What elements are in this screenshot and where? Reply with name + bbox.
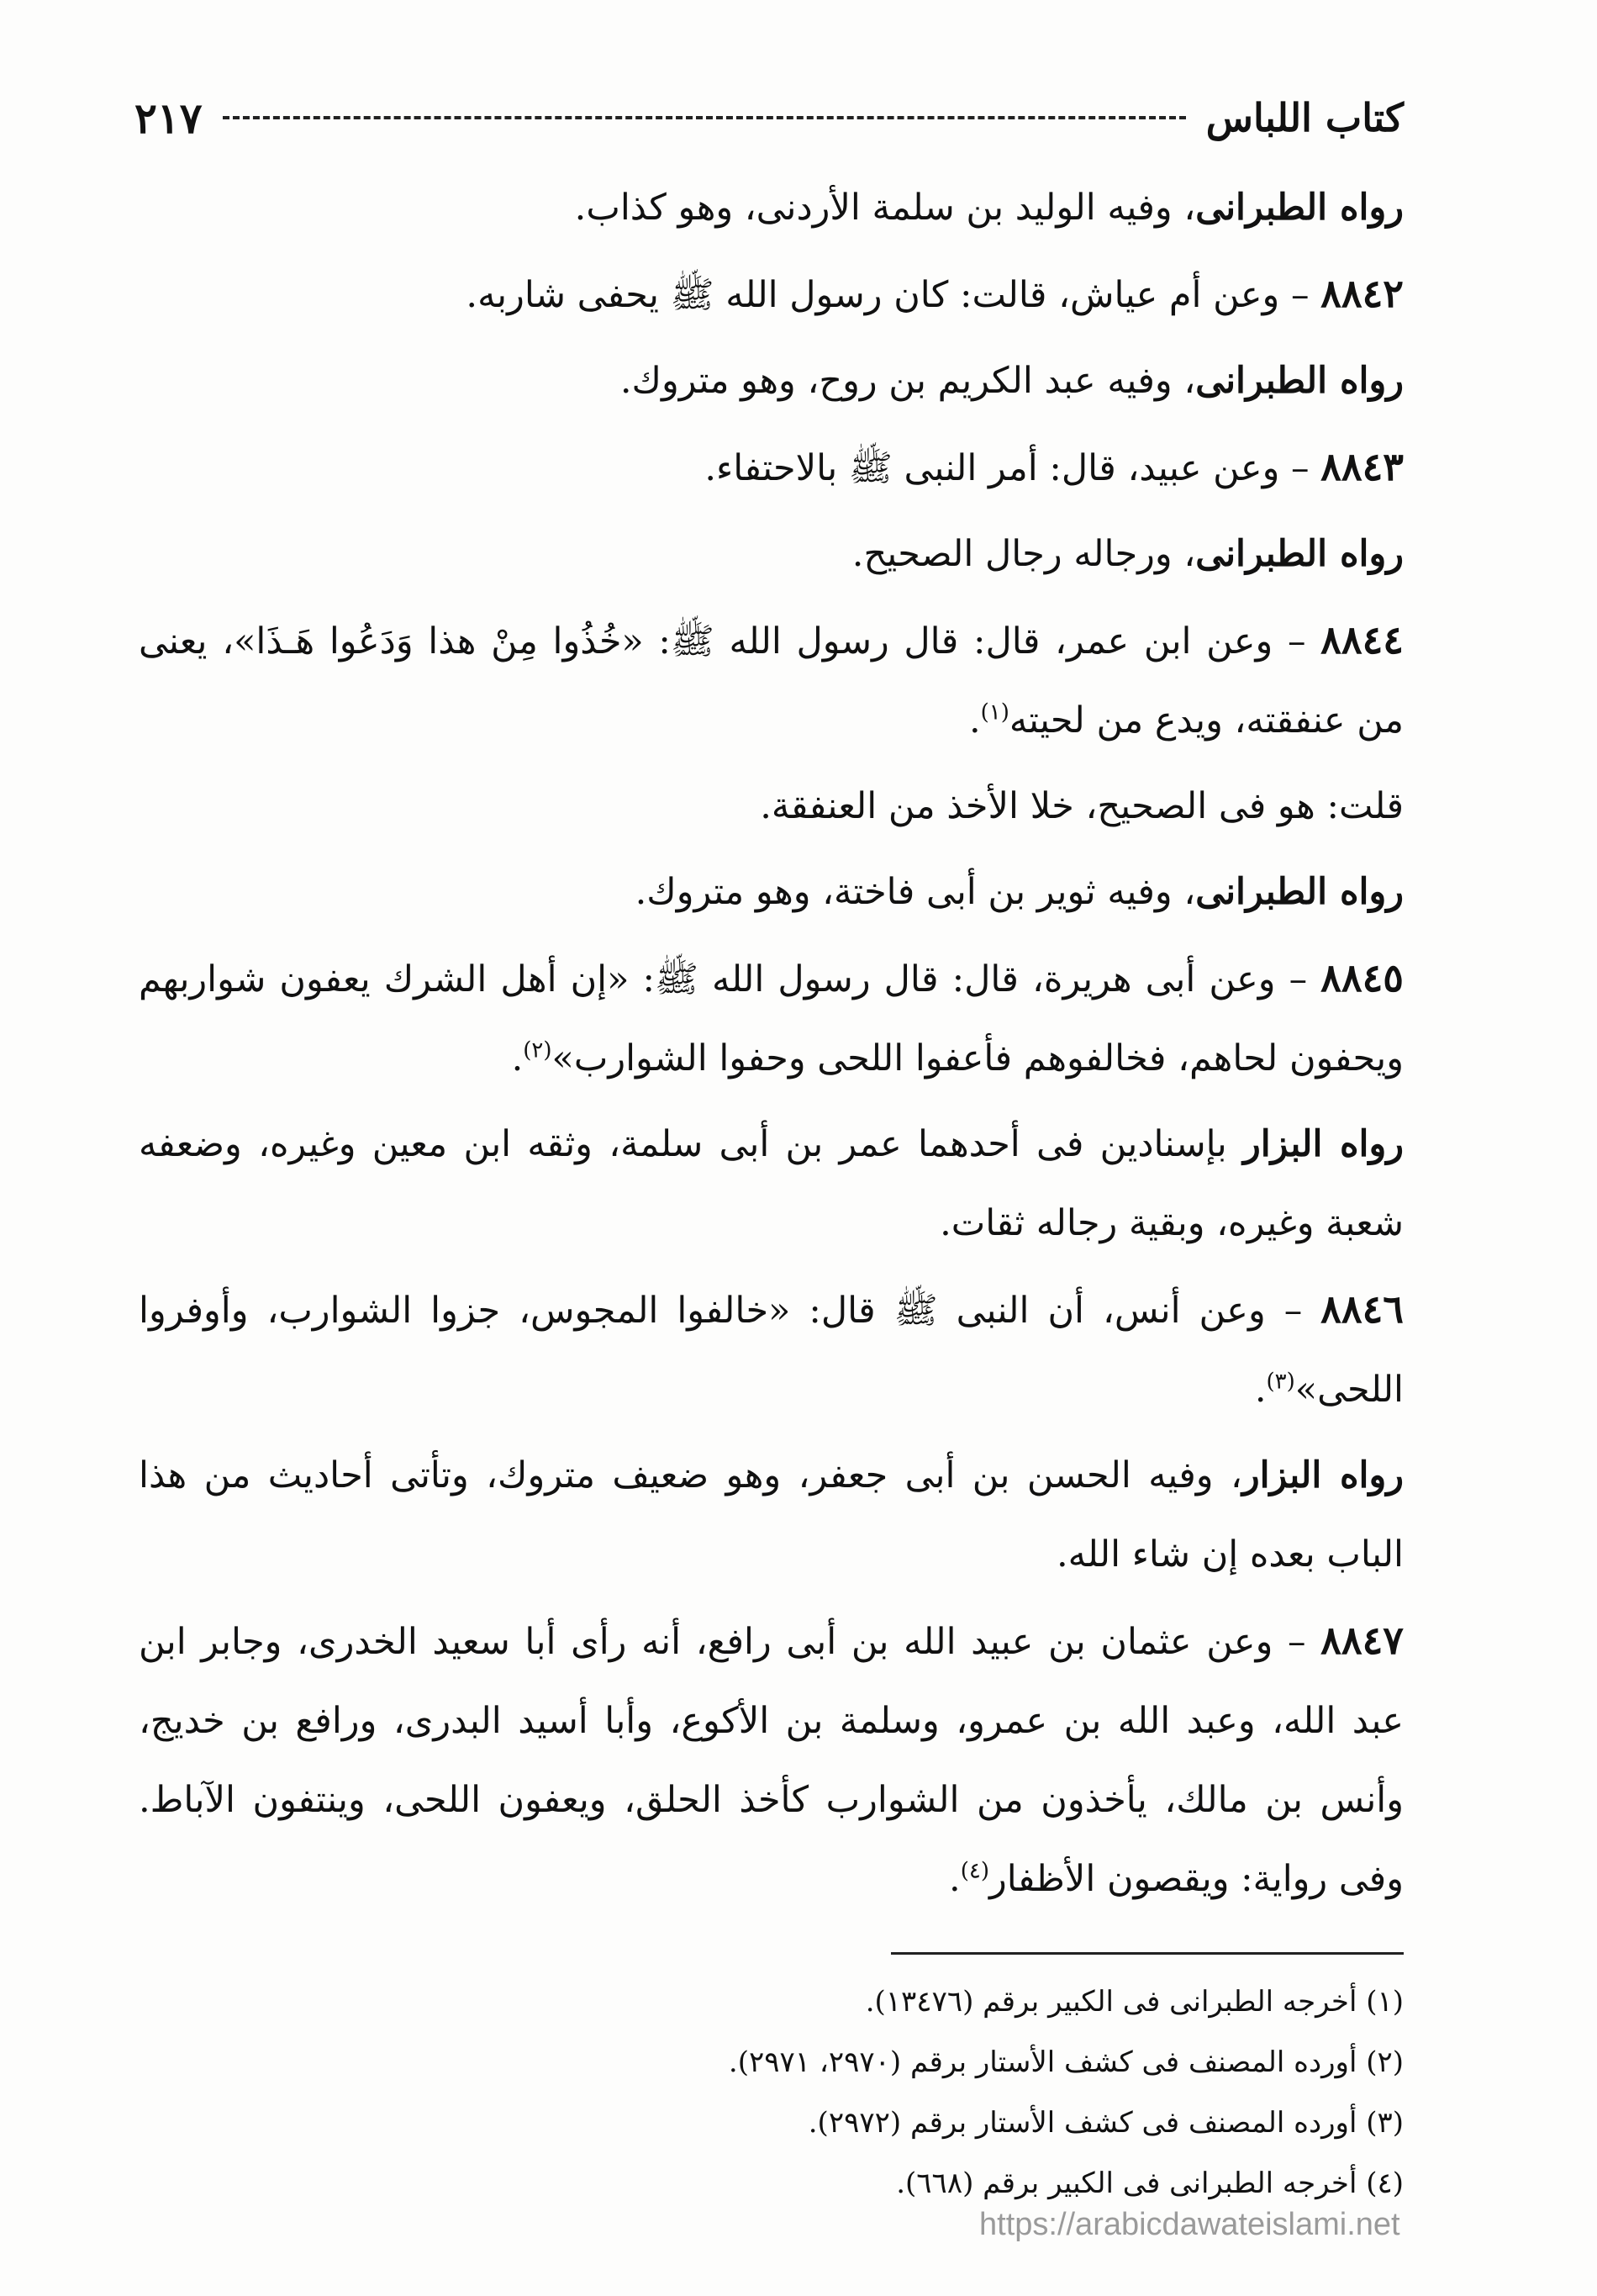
narrator-label: رواه البزار xyxy=(1241,1454,1404,1496)
book-title: كتاب اللباس xyxy=(1205,95,1404,140)
hadith-text: – وعن أنس، أن النبى ﷺ قال: «خالفوا المجوس، جزوا الشوارب، وأوفروا اللحى» xyxy=(139,1290,1404,1411)
paragraph-source-note xyxy=(139,168,1404,247)
hadith-paragraph xyxy=(139,938,1404,1098)
editor-comment xyxy=(139,767,1404,846)
hadith-number: ٨٨٤٦ xyxy=(1320,1286,1404,1332)
page-number: ٢١٧ xyxy=(134,92,203,143)
hadith-paragraph xyxy=(139,600,1404,760)
footnote-1: (١) أخرجه الطبرانى فى الكبير برقم (١٣٤٧٦). xyxy=(865,1985,1404,2019)
paragraph-text: بإسنادين فى أحدهما عمر بن أبى سلمة، وثقه ابن معين وغيره، وضعفه شعبة وغيره، وبقية رجاله ثقات. xyxy=(139,1123,1404,1244)
hadith-number: ٨٨٤٥ xyxy=(1320,955,1404,1000)
paragraph-source-note xyxy=(139,515,1404,594)
footnote-3: (٣) أورده المصنف فى كشف الأستار برقم (٢٩٧٢). xyxy=(808,2106,1404,2140)
footnote-marker[interactable]: (٣) xyxy=(1266,1369,1295,1395)
narrator-label: رواه الطبرانى xyxy=(1195,360,1404,402)
paragraph-text: قلت: هو فى الصحيح، خلا الأخذ من العنفقة. xyxy=(760,785,1404,827)
header-dashed-rule xyxy=(223,116,1186,119)
watermark-url: https://arabicdawateislami.net xyxy=(979,2207,1400,2242)
footnote-2: (٢) أورده المصنف فى كشف الأستار برقم (٢٩٧٠، ٢٩٧١). xyxy=(728,2045,1404,2079)
paragraph-text: ، ورجاله رجال الصحيح. xyxy=(851,533,1196,575)
hadith-text: – وعن عبيد، قال: أمر النبى ﷺ بالاحتفاء. xyxy=(704,447,1321,489)
paragraph-source-note xyxy=(139,341,1404,420)
hadith-text: – وعن ابن عمر، قال: قال رسول الله ﷺ: «خُذُوا مِنْ هذا وَدَعُوا هَـذَا»، يعنى من عنفقته، ويدع من لحيته xyxy=(139,620,1404,742)
footnote-marker[interactable]: (٤) xyxy=(960,1858,989,1884)
hadith-text: – وعن أبى هريرة، قال: قال رسول الله ﷺ: «إن أهل الشرك يعفون شواربهم ويحفون لحاهم، فخالفوهم فأعفوا اللحى وحفوا الشوارب» xyxy=(139,958,1404,1079)
hadith-paragraph xyxy=(139,1601,1404,1919)
paragraph-text: ، وفيه الوليد بن سلمة الأردنى، وهو كذاب. xyxy=(574,187,1196,229)
footnote-marker[interactable]: (٢) xyxy=(523,1037,552,1064)
sentence-end: . xyxy=(511,1037,524,1079)
running-head xyxy=(134,84,1404,151)
hadith-number: ٨٨٤٧ xyxy=(1320,1618,1404,1663)
paragraph-source-note xyxy=(139,1105,1404,1263)
hadith-number: ٨٨٤٣ xyxy=(1320,444,1404,489)
hadith-paragraph xyxy=(139,427,1404,508)
paragraph-source-note xyxy=(139,852,1404,932)
hadith-text: – وعن أم عياش، قالت: كان رسول الله ﷺ يحفى شاربه. xyxy=(466,274,1321,316)
body-text xyxy=(139,168,1404,1925)
hadith-paragraph xyxy=(139,1269,1404,1429)
narrator-label: رواه الطبرانى xyxy=(1195,871,1404,913)
footnote-marker[interactable]: (١) xyxy=(980,699,1009,726)
paragraph-text: ، وفيه ثوير بن أبى فاختة، وهو متروك. xyxy=(635,871,1196,913)
footnote-4: (٤) أخرجه الطبرانى فى الكبير برقم (٦٦٨). xyxy=(896,2167,1404,2200)
sentence-end: . xyxy=(968,699,981,742)
hadith-number: ٨٨٤٤ xyxy=(1320,617,1404,662)
paragraph-source-note xyxy=(139,1436,1404,1594)
footnote-separator xyxy=(891,1952,1404,1955)
hadith-number: ٨٨٤٢ xyxy=(1320,271,1404,316)
sentence-end: . xyxy=(1254,1369,1267,1411)
narrator-label: رواه البزار xyxy=(1242,1123,1405,1165)
paragraph-text: ، وفيه عبد الكريم بن روح، وهو متروك. xyxy=(619,360,1196,402)
hadith-paragraph xyxy=(139,254,1404,335)
paragraph-text: ، وفيه الحسن بن أبى جعفر، وهو ضعيف متروك، وتأتى أحاديث من هذا الباب بعده إن شاء الله. xyxy=(139,1454,1404,1576)
sentence-end: . xyxy=(949,1858,961,1900)
hadith-text: – وعن عثمان بن عبيد الله بن أبى رافع، أنه رأى أبا سعيد الخدرى، وجابر ابن عبد الله، وعبد الله بن عمرو، وسلمة بن الأكوع، وأبا أسيد البدرى، ورافع بن خديج، وأنس بن مالك، يأخذون من الشوارب كأخذ الحلق، ويعفون اللحى، وينتفون الآباط. وفى رواية: ويقصون الأظفار xyxy=(139,1621,1404,1900)
footnotes xyxy=(139,1971,1404,2214)
narrator-label: رواه الطبرانى xyxy=(1195,187,1404,229)
narrator-label: رواه الطبرانى xyxy=(1195,533,1404,575)
